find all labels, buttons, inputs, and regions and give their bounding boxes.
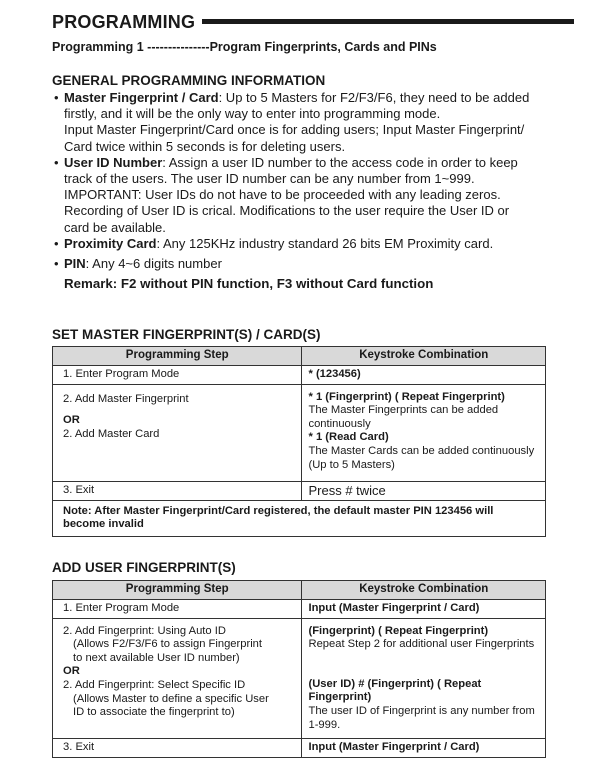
keys-cell: Input (Master Fingerprint / Card) xyxy=(302,739,546,758)
general-info-heading: GENERAL PROGRAMMING INFORMATION xyxy=(52,73,326,88)
master-text: Card twice within 5 seconds is for deleting users. xyxy=(64,138,346,154)
add-user-table xyxy=(52,580,546,758)
keys-text: * 1 (Fingerprint) ( Repeat Fingerprint) xyxy=(308,390,505,403)
master-text: firstly, and it will be the only way to enter into programming mode. xyxy=(64,106,441,122)
general-info-list xyxy=(54,90,574,272)
master-bullet xyxy=(54,90,574,155)
table-header-row xyxy=(53,581,546,600)
bullet-dot: • xyxy=(54,256,59,272)
prox-bullet xyxy=(54,236,574,252)
bullet-dot: • xyxy=(54,235,59,251)
bullet-dot: • xyxy=(54,154,59,170)
userid-label: User ID Number xyxy=(64,154,163,170)
userid-text: : Assign a user ID number to the access code in order to keep xyxy=(162,154,518,170)
page-subtitle: Programming 1 ---------------Program Fingerprints, Cards and PINs xyxy=(52,40,437,54)
keys-cell xyxy=(302,618,546,739)
table-row xyxy=(53,618,546,739)
keys-cell: Press # twice xyxy=(302,481,546,500)
pin-bullet xyxy=(54,256,574,272)
keys-note: The Master Fingerprints can be added continuously xyxy=(308,404,499,430)
step-cell: 1. Enter Program Mode xyxy=(53,365,302,384)
step-cell: 3. Exit xyxy=(53,739,302,758)
master-text: Input Master Fingerprint/Card once is for adding users; Input Master Fingerprint/ xyxy=(64,122,525,138)
userid-text: Recording of User ID is crical. Modifications to the user require the User ID or xyxy=(64,203,510,219)
step-cell xyxy=(53,618,302,739)
column-header-keys: Keystroke Combination xyxy=(302,581,546,600)
set-master-table xyxy=(52,346,546,537)
table-row xyxy=(53,739,546,758)
title-rule xyxy=(202,19,574,24)
keys-text: * 1 (Read Card) xyxy=(308,431,389,444)
keys-cell xyxy=(302,384,546,481)
column-header-step: Programming Step xyxy=(53,581,302,600)
or-label: OR xyxy=(63,665,80,678)
keys-text: (Fingerprint) ( Repeat Fingerprint) xyxy=(308,624,489,637)
userid-bullet xyxy=(54,155,574,236)
keys-note: The Master Cards can be added continuously (Up to 5 Masters) xyxy=(308,444,535,471)
master-text: : Up to 5 Masters for F2/F3/F6, they need to be added xyxy=(218,90,530,105)
table-row xyxy=(53,384,546,481)
step-text: ID to associate the fingerprint to) xyxy=(73,706,235,719)
page-title: PROGRAMMING xyxy=(52,12,196,32)
add-user-heading: ADD USER FINGERPRINT(S) xyxy=(52,560,236,575)
pin-label: PIN xyxy=(64,256,86,272)
bullet-dot: • xyxy=(54,90,59,105)
step-text: 2. Add Master Card xyxy=(63,427,160,440)
column-header-keys: Keystroke Combination xyxy=(302,347,546,366)
table-row xyxy=(53,365,546,384)
prox-text: : Any 125KHz industry standard 26 bits EM Proximity card. xyxy=(156,235,494,251)
step-text: 2. Add Fingerprint: Select Specific ID xyxy=(63,678,246,691)
userid-text: IMPORTANT: User IDs do not have to be proceeded with any leading zeros. xyxy=(64,187,501,203)
keys-note: The user ID of Fingerprint is any number from 1-999. xyxy=(308,704,535,731)
step-cell: 3. Exit xyxy=(53,481,302,500)
table-header-row xyxy=(53,347,546,366)
prox-label: Proximity Card xyxy=(64,235,157,251)
pin-text: : Any 4~6 digits number xyxy=(85,256,222,272)
step-text: 2. Add Fingerprint: Using Auto ID xyxy=(63,624,226,637)
userid-text: track of the users. The user ID number can be any number from 1~999. xyxy=(64,171,475,187)
keys-cell: * (123456) xyxy=(302,365,546,384)
step-text: to next available User ID number) xyxy=(73,651,240,664)
remark-text: Remark: F2 without PIN function, F3 without Card function xyxy=(64,276,434,291)
section-title-row xyxy=(52,12,574,34)
keys-cell: Input (Master Fingerprint / Card) xyxy=(302,599,546,618)
step-text: 2. Add Master Fingerprint xyxy=(63,392,189,405)
table-row xyxy=(53,500,546,536)
userid-text: card be available. xyxy=(64,219,166,235)
column-header-step: Programming Step xyxy=(53,347,302,366)
table-row xyxy=(53,481,546,500)
note-cell: Note: After Master Fingerprint/Card registered, the default master PIN 123456 will become invalid xyxy=(53,500,546,536)
step-text: (Allows Master to define a specific User xyxy=(73,692,269,705)
step-cell xyxy=(53,384,302,481)
step-cell: 1. Enter Program Mode xyxy=(53,599,302,618)
keys-text: (User ID) # (Fingerprint) ( Repeat Fingerprint) xyxy=(308,677,482,704)
table-row xyxy=(53,599,546,618)
set-master-heading: SET MASTER FINGERPRINT(S) / CARD(S) xyxy=(52,327,321,342)
keys-note: Repeat Step 2 for additional user Fingerprints xyxy=(308,638,535,651)
step-text: (Allows F2/F3/F6 to assign Fingerprint xyxy=(73,638,263,651)
or-label: OR xyxy=(63,414,80,427)
master-label: Master Fingerprint / Card xyxy=(64,90,219,105)
